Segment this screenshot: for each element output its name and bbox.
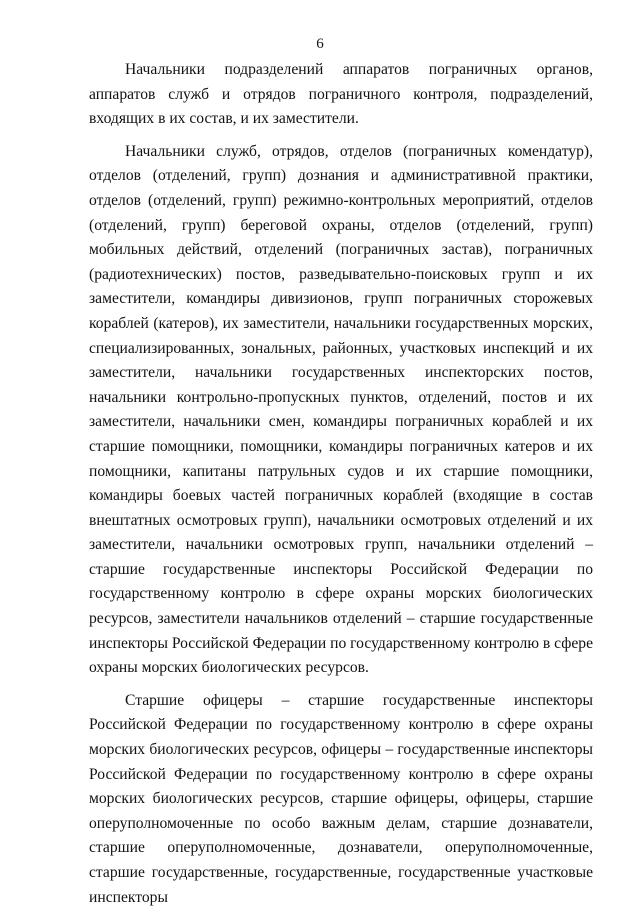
paragraph-subdivision-chiefs: Начальники подразделений аппаратов пограничных органов, аппаратов служб и отрядов пограничного контроля, подразделений, входящих в их состав, и их заместители. (89, 61, 593, 128)
paragraph-service-chiefs: Начальники служб, отрядов, отделов (пограничных комендатур), отделов (отделений, групп) дознания и административной практики, отделов (отделений, групп) режимно-контрольных мероприятий, отделов (отделений, групп) береговой охраны, отделов (отделений, групп) мобильных действий, отделений (пограничных застав), пограничных (радиотехнических) постов, разведывательно-поисковых групп и их заместители, командиры дивизионов, групп пограничных сторожевых кораблей (катеров), их заместители, начальники государственных морских, специализированных, зональных, районных, участковых инспекций и их заместители, начальники государственных инспекторских постов, начальники контрольно-пропускных пунктов, отделений, постов и их заместители, начальники смен, командиры пограничных кораблей и их старшие помощники, помощники, командиры пограничных катеров и их помощники, капитаны патрульных судов и их старшие помощники, командиры боевых частей пограничных кораблей (входящие в состав внештатных осмотровых групп), начальники осмотровых отделений и их заместители, начальники осмотровых групп, начальники отделений – старшие государственные инспекторы Российской Федерации по государственному контролю в сфере охраны морских биологических ресурсов, заместители начальников отделений – старшие государственные инспекторы Российской Федерации по государственному контролю в сфере охраны морских биологических ресурсов. (89, 142, 593, 677)
document-body (89, 58, 593, 918)
paragraph-senior-officers: Старшие офицеры – старшие государственные инспекторы Российской Федерации по государственному контролю в сфере охраны морских биологических ресурсов, офицеры – государственные инспекторы Российской Федерации по государственному контролю в сфере охраны морских биологических ресурсов, старшие офицеры, офицеры, старшие оперуполномоченные по особо важным делам, старшие дознаватели, старшие оперуполномоченные, дознаватели, оперуполномоченные, старшие государственные, государственные, государственные участковые инспекторы (89, 691, 593, 906)
page-number: 6 (316, 36, 324, 52)
